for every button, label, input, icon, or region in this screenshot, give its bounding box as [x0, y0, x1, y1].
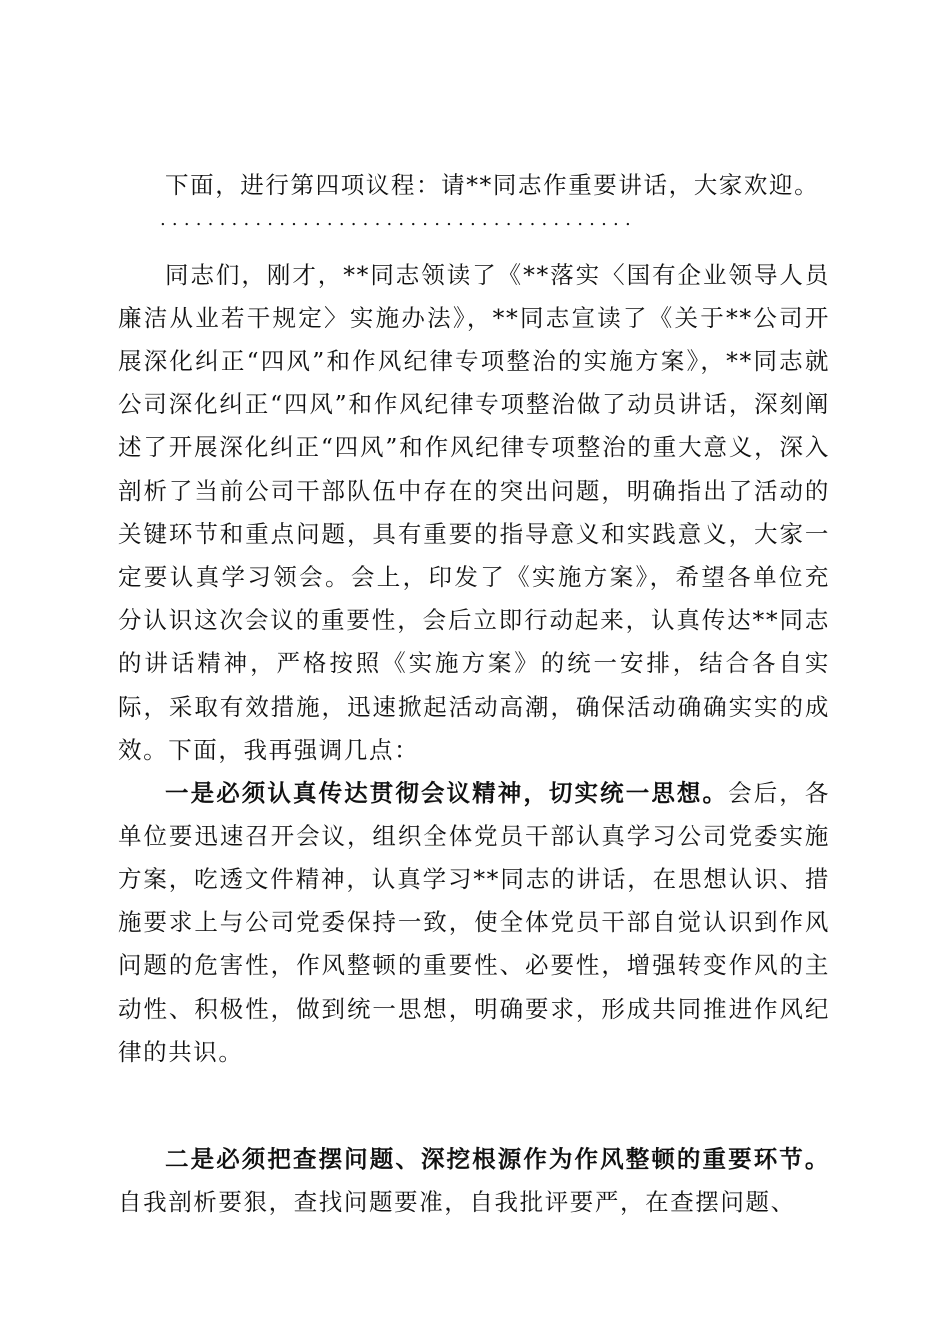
- point-two-paragraph: [118, 1138, 830, 1224]
- point-two-heading: 二是必须把查摆问题、深挖根源作为作风整顿的重要环节。: [165, 1144, 830, 1173]
- ellipsis-separator: ........................................: [160, 209, 637, 230]
- point-one-paragraph: [118, 772, 830, 1074]
- point-one-body: 会后，各单位要迅速召开会议，组织全体党员干部认真学习公司党委实施方案，吃透文件精神，认真学习**同志的讲话，在思想认识、措施要求上与公司党委保持一致，使全体党员干部自觉认识到作风问题的危害性，作风整顿的重要性、必要性，增强转变作风的主动性、积极性，做到统一思想，明确要求，形成共同推进作风纪律的共识。: [118, 778, 830, 1066]
- agenda-intro-paragraph: 下面，进行第四项议程：请**同志作重要讲话，大家欢迎。: [165, 170, 820, 199]
- point-one-heading: 一是必须认真传达贯彻会议精神，切实统一思想。: [165, 778, 729, 807]
- point-two-body: 自我剖析要狠，查找问题要准，自我批评要严，在查摆问题、: [118, 1187, 796, 1216]
- summary-paragraph: 同志们，刚才，**同志领读了《**落实〈国有企业领导人员廉洁从业若干规定〉实施办法》，**同志宣读了《关于**公司开展深化纠正“四风”和作风纪律专项整治的实施方案》，**同志就公司深化纠正“四风”和作风纪律专项整治做了动员讲话，深刻阐述了开展深化纠正“四风”和作风纪律专项整治的重大意义，深入剖析了当前公司干部队伍中存在的突出问题，明确指出了活动的关键环节和重点问题，具有重要的指导意义和实践意义，大家一定要认真学习领会。会上，印发了《实施方案》，希望各单位充分认识这次会议的重要性，会后立即行动起来，认真传达**同志的讲话精神，严格按照《实施方案》的统一安排，结合各自实际，采取有效措施，迅速掀起活动高潮，确保活动确确实实的成效。下面，我再强调几点：: [118, 260, 830, 764]
